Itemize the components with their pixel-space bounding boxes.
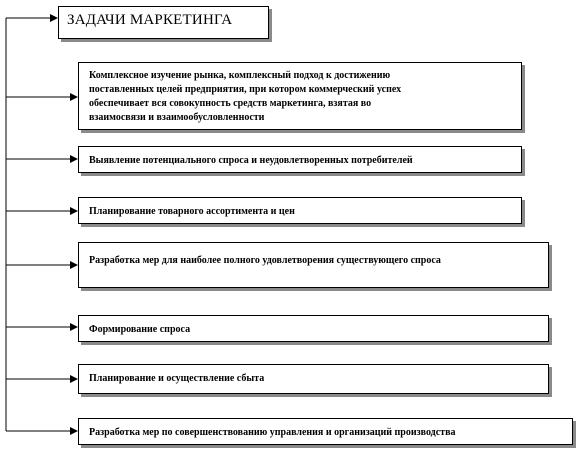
task-1-line-3: обеспечивает вся совокупность средств маркетинга, взятая во — [89, 98, 372, 109]
task-6-text: Планирование и осуществление сбыта — [89, 373, 265, 384]
task-box-5 — [78, 315, 549, 342]
task-4-text: Разработка мер для наиболее полного удовлетворения существующего спроса — [89, 255, 441, 266]
task-box-3 — [78, 197, 522, 224]
task-7-text: Разработка мер по совершенствованию управления и организаций производства — [89, 427, 456, 438]
task-2-text: Выявление потенциального спроса и неудовлетворенных потребителей — [89, 155, 413, 166]
task-box-2 — [78, 146, 522, 173]
task-3-text: Планирование товарного ассортимента и цен — [89, 206, 295, 217]
title-box — [58, 6, 269, 39]
task-5-text: Формирование спроса — [89, 324, 191, 335]
task-box-6 — [78, 364, 549, 394]
task-box-4 — [78, 242, 549, 288]
task-1-line-1: Комплексное изучение рынка, комплексный подход к достижению — [89, 70, 391, 81]
task-box-7 — [78, 418, 573, 445]
task-box-1 — [78, 62, 522, 130]
task-1-line-2: поставленных целей предприятия, при котором коммерческий успех — [89, 84, 402, 95]
task-1-text — [89, 69, 509, 125]
diagram-title: ЗАДАЧИ МАРКЕТИНГА — [67, 12, 233, 28]
task-1-line-4: взаимосвязи и взаимообусловленности — [89, 112, 265, 123]
